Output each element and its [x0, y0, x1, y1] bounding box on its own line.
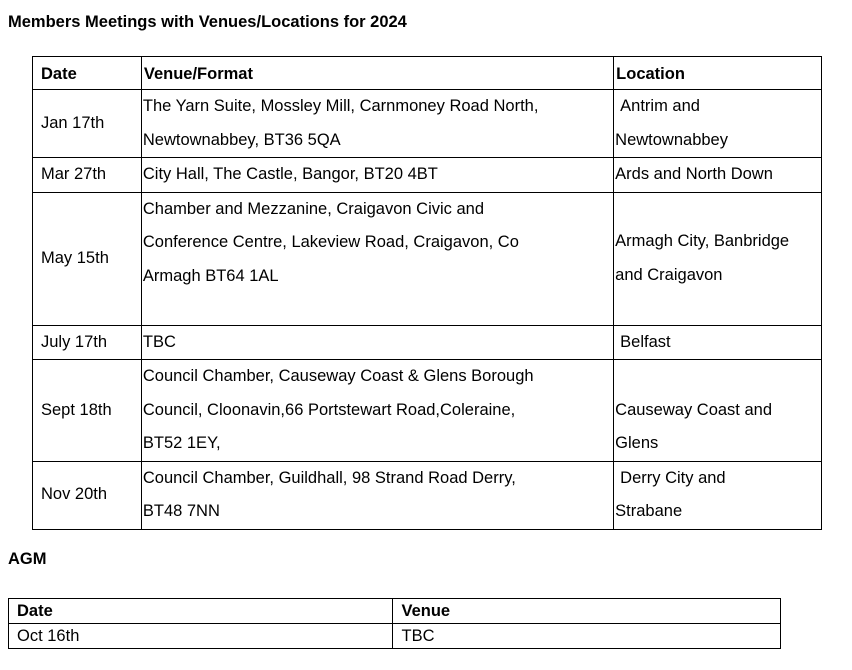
- meeting-date: Mar 27th: [33, 158, 142, 193]
- meeting-location: [614, 461, 822, 529]
- table-row: [33, 461, 822, 529]
- location-line: Glens: [615, 434, 659, 452]
- location-line: and Craigavon: [615, 265, 723, 284]
- header-date: Date: [33, 57, 142, 90]
- venue-line: Council, Cloonavin,66 Portstewart Road,Coleraine,: [142, 400, 516, 419]
- header-location: Location: [614, 57, 822, 90]
- agm-header-date: Date: [9, 599, 393, 624]
- meeting-location: [614, 90, 822, 158]
- venue-line: Conference Centre, Lakeview Road, Craigavon, Co: [142, 233, 519, 251]
- table-row: [33, 360, 822, 462]
- location-line: Newtownabbey: [615, 130, 728, 149]
- meetings-table: [32, 56, 822, 530]
- agm-venue: TBC: [393, 624, 781, 649]
- location-line: Strabane: [615, 502, 683, 520]
- location-line: Causeway Coast and: [615, 400, 772, 419]
- venue-line: Council Chamber, Causeway Coast & Glens Borough: [142, 367, 534, 385]
- table-row: [33, 192, 822, 325]
- venue-line: Newtownabbey, BT36 5QA: [142, 130, 341, 149]
- meeting-venue: [141, 360, 613, 462]
- meeting-location: [614, 192, 822, 325]
- venue-line: Council Chamber, Guildhall, 98 Strand Road Derry,: [142, 468, 516, 487]
- page-title: Members Meetings with Venues/Locations for 2024: [8, 13, 407, 31]
- agm-date: Oct 16th: [9, 624, 393, 649]
- table-header-row: [33, 57, 822, 90]
- venue-line: The Yarn Suite, Mossley Mill, Carnmoney Road North,: [142, 97, 539, 115]
- location-line: Derry City and: [620, 468, 726, 487]
- meeting-date: Sept 18th: [33, 360, 142, 462]
- location-line: Ards and North Down: [615, 165, 773, 183]
- table-row: [33, 325, 822, 360]
- table-row: [33, 158, 822, 193]
- table-row: [9, 624, 781, 649]
- meeting-location: [614, 158, 822, 193]
- venue-line: BT48 7NN: [142, 502, 220, 520]
- header-venue: Venue/Format: [141, 57, 613, 90]
- venue-line: Armagh BT64 1AL: [142, 266, 279, 285]
- meeting-venue: [141, 158, 613, 193]
- table-row: [33, 90, 822, 158]
- meeting-location: [614, 360, 822, 462]
- meeting-date: Jan 17th: [33, 90, 142, 158]
- venue-line: TBC: [142, 332, 176, 351]
- location-line: Armagh City, Banbridge: [615, 232, 790, 250]
- venue-line: Chamber and Mezzanine, Craigavon Civic and: [142, 199, 485, 218]
- meeting-location: [614, 325, 822, 360]
- meeting-date: July 17th: [33, 325, 142, 360]
- agm-heading: AGM: [8, 550, 47, 568]
- meeting-venue: [141, 90, 613, 158]
- meeting-venue: [141, 325, 613, 360]
- venue-line: BT52 1EY,: [142, 434, 221, 452]
- agm-header-venue: Venue: [393, 599, 781, 624]
- meeting-date: Nov 20th: [33, 461, 142, 529]
- venue-line: City Hall, The Castle, Bangor, BT20 4BT: [142, 165, 438, 183]
- meeting-date: May 15th: [33, 192, 142, 325]
- table-header-row: [9, 599, 781, 624]
- agm-table: [8, 598, 781, 649]
- location-line: Antrim and: [620, 97, 700, 115]
- meeting-venue: [141, 192, 613, 325]
- meeting-venue: [141, 461, 613, 529]
- location-line: Belfast: [620, 332, 671, 351]
